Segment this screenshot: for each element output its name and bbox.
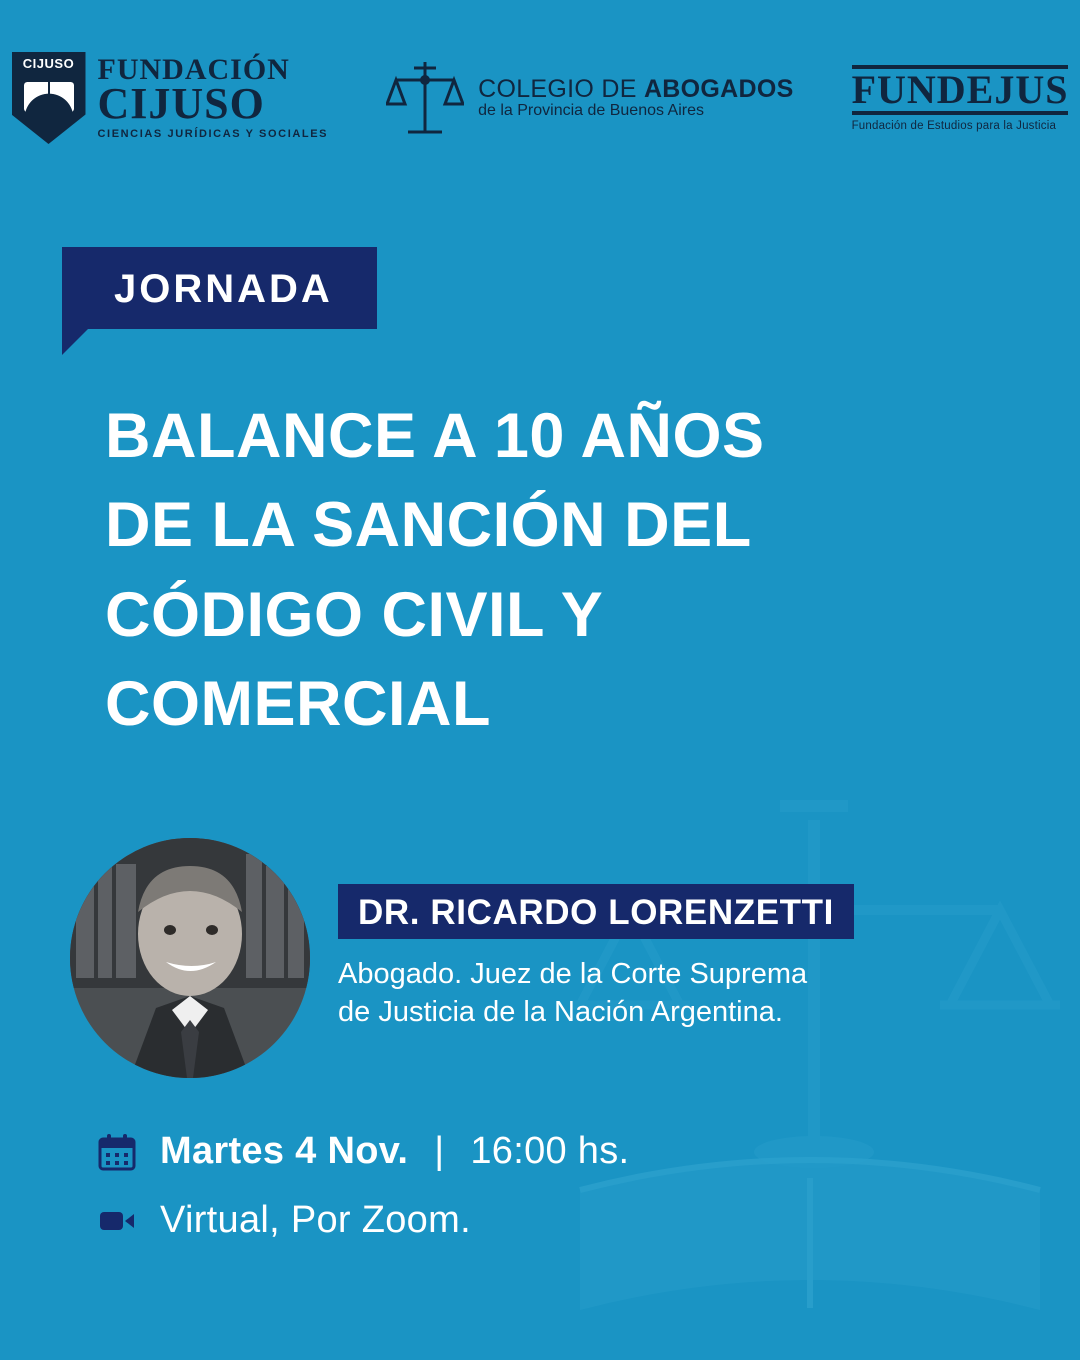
book-icon: [24, 82, 74, 112]
title-line-4: COMERCIAL: [105, 669, 491, 740]
cijuso-shield-icon: [12, 52, 86, 144]
video-camera-icon: [96, 1200, 138, 1242]
event-type-label: JORNADA: [62, 247, 377, 329]
partner-logos: [0, 52, 1080, 144]
event-type-tag: [62, 247, 377, 355]
speaker-avatar: [70, 838, 310, 1078]
tag-tail-shape: [62, 329, 88, 355]
speaker-role-line-2: de Justicia de la Nación Argentina.: [338, 996, 783, 1029]
colegio-line1-a: COLEGIO DE: [478, 75, 644, 104]
logo-colegio-abogados: [386, 52, 793, 144]
event-date: Martes 4 Nov.: [160, 1130, 409, 1172]
speaker-role-line-1: Abogado. Juez de la Corte Suprema: [338, 958, 808, 990]
title-line-1: BALANCE A 10 AÑOS: [105, 401, 765, 471]
detail-row-datetime: [96, 1130, 629, 1173]
event-time: 16:00 hs.: [470, 1130, 630, 1172]
title-line-2: DE LA SANCIÓN DEL: [105, 490, 752, 561]
detail-row-modality: [96, 1199, 629, 1242]
title-line-3: CÓDIGO CIVIL Y: [105, 579, 604, 650]
cijuso-line2: CIJUSO: [97, 79, 265, 128]
colegio-line1-b: ABOGADOS: [643, 75, 794, 104]
fundejus-subtitle: Fundación de Estudios para la Justicia: [851, 119, 1057, 132]
speaker-block: [70, 838, 1020, 1078]
colegio-line2: de la Provincia de Buenos Aires: [478, 101, 705, 119]
event-modality: Virtual, Por Zoom.: [160, 1199, 471, 1241]
logo-fundejus: [852, 65, 1069, 132]
speaker-portrait: [70, 838, 310, 1078]
cijuso-shield-word: CIJUSO: [22, 56, 75, 71]
logo-cijuso: [12, 52, 329, 144]
cijuso-line1: FUNDACIÓN: [97, 53, 290, 87]
calendar-icon: [96, 1131, 138, 1173]
speaker-name: DR. RICARDO LORENZETTI: [338, 884, 854, 939]
scales-icon: [386, 52, 464, 144]
fundejus-title: FUNDEJUS: [852, 65, 1069, 115]
detail-separator: |: [434, 1130, 445, 1172]
page-title: [105, 392, 1010, 750]
colegio-line1: [478, 76, 793, 102]
speaker-role: [338, 955, 854, 1032]
event-details: [96, 1130, 629, 1268]
cijuso-line3: CIENCIAS JURÍDICAS Y SOCIALES: [97, 128, 329, 141]
